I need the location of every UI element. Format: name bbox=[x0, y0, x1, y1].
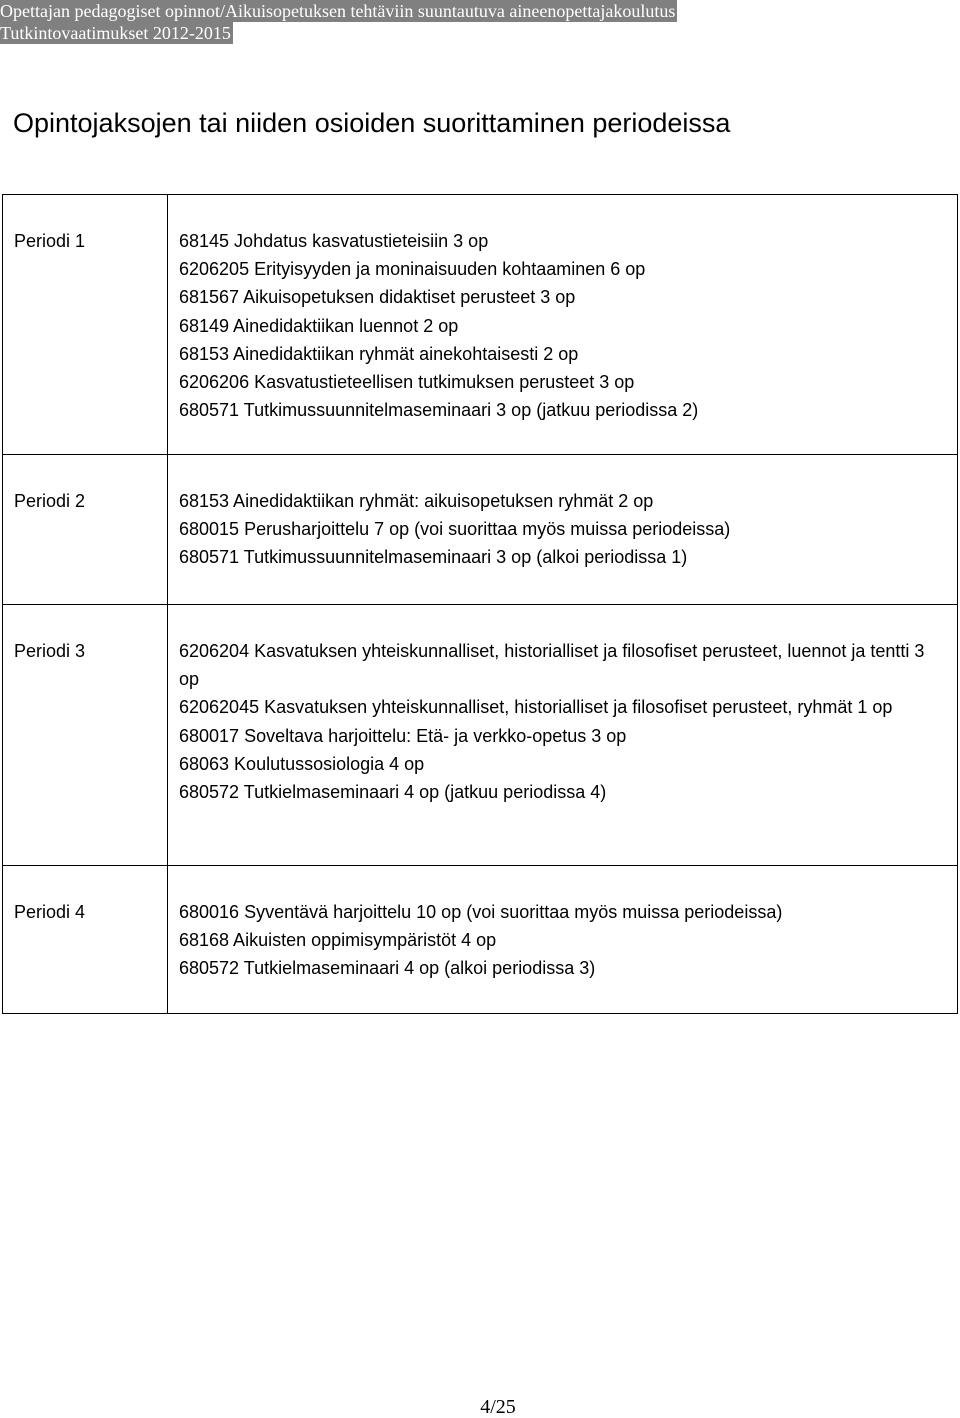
period-courses-1 bbox=[168, 195, 958, 455]
page-number-text: 4/25 bbox=[480, 1396, 516, 1418]
course-item: 680015 Perusharjoittelu 7 op (voi suorittaa myös muissa periodeissa) bbox=[179, 519, 731, 540]
course-item: 6206206 Kasvatustieteellisen tutkimuksen perusteet 3 op bbox=[179, 372, 635, 393]
period-row-2 bbox=[3, 455, 958, 605]
period-label-1: Periodi 1 bbox=[3, 195, 168, 455]
period-row-4 bbox=[3, 866, 958, 1014]
period-label-2: Periodi 2 bbox=[3, 455, 168, 605]
course-item: 680016 Syventävä harjoittelu 10 op (voi suorittaa myös muissa periodeissa) bbox=[179, 902, 783, 922]
course-item: 680571 Tutkimussuunnitelmaseminaari 3 op (jatkuu periodissa 2) bbox=[179, 400, 699, 421]
page-title: Opintojaksojen tai niiden osioiden suorittaminen periodeissa bbox=[13, 108, 731, 138]
period-row-3 bbox=[3, 605, 958, 866]
course-item: 68153 Ainedidaktiikan ryhmät: aikuisopetuksen ryhmät 2 op bbox=[179, 491, 654, 511]
course-item: 680571 Tutkimussuunnitelmaseminaari 3 op (alkoi periodissa 1) bbox=[179, 547, 688, 568]
header-degree-requirements: Tutkintovaatimukset 2012-2015 bbox=[0, 23, 231, 43]
period-label-4: Periodi 4 bbox=[3, 866, 168, 1014]
course-item: 681567 Aikuisopetuksen didaktiset perusteet 3 op bbox=[179, 287, 576, 308]
header-program-title: Opettajan pedagogiset opinnot/Aikuisopetuksen tehtäviin suuntautuva aineenopettajakoulutus bbox=[0, 1, 676, 21]
periods-table bbox=[2, 194, 958, 1014]
course-item: 68168 Aikuisten oppimisympäristöt 4 op bbox=[179, 930, 497, 951]
period-row-1 bbox=[3, 195, 958, 455]
period-courses-3 bbox=[168, 605, 958, 866]
period-label-3: Periodi 3 bbox=[3, 605, 168, 866]
course-item: 680572 Tutkielmaseminaari 4 op (jatkuu periodissa 4) bbox=[179, 782, 607, 803]
course-item: 680017 Soveltava harjoittelu: Etä- ja verkko-opetus 3 op bbox=[179, 725, 627, 746]
course-item: 62062045 Kasvatuksen yhteiskunnalliset, historialliset ja filosofiset perusteet, ryhmät 1 op bbox=[179, 697, 893, 718]
course-item: 68063 Koulutussosiologia 4 op bbox=[179, 753, 425, 774]
course-item: 68153 Ainedidaktiikan ryhmät ainekohtaisesti 2 op bbox=[179, 343, 579, 364]
course-item: 6206204 Kasvatuksen yhteiskunnalliset, historialliset ja filosofiset perusteet, luennot ja tentti 3 op bbox=[179, 641, 925, 690]
page-number bbox=[0, 1396, 960, 1418]
course-item: 68149 Ainedidaktiikan luennot 2 op bbox=[179, 315, 459, 336]
period-courses-2 bbox=[168, 455, 958, 605]
course-item: 68145 Johdatus kasvatustieteisiin 3 op bbox=[179, 231, 489, 251]
course-item: 6206205 Erityisyyden ja moninaisuuden kohtaaminen 6 op bbox=[179, 259, 646, 280]
course-item: 680572 Tutkielmaseminaari 4 op (alkoi periodissa 3) bbox=[179, 958, 596, 979]
document-header bbox=[0, 0, 960, 44]
period-courses-4 bbox=[168, 866, 958, 1014]
